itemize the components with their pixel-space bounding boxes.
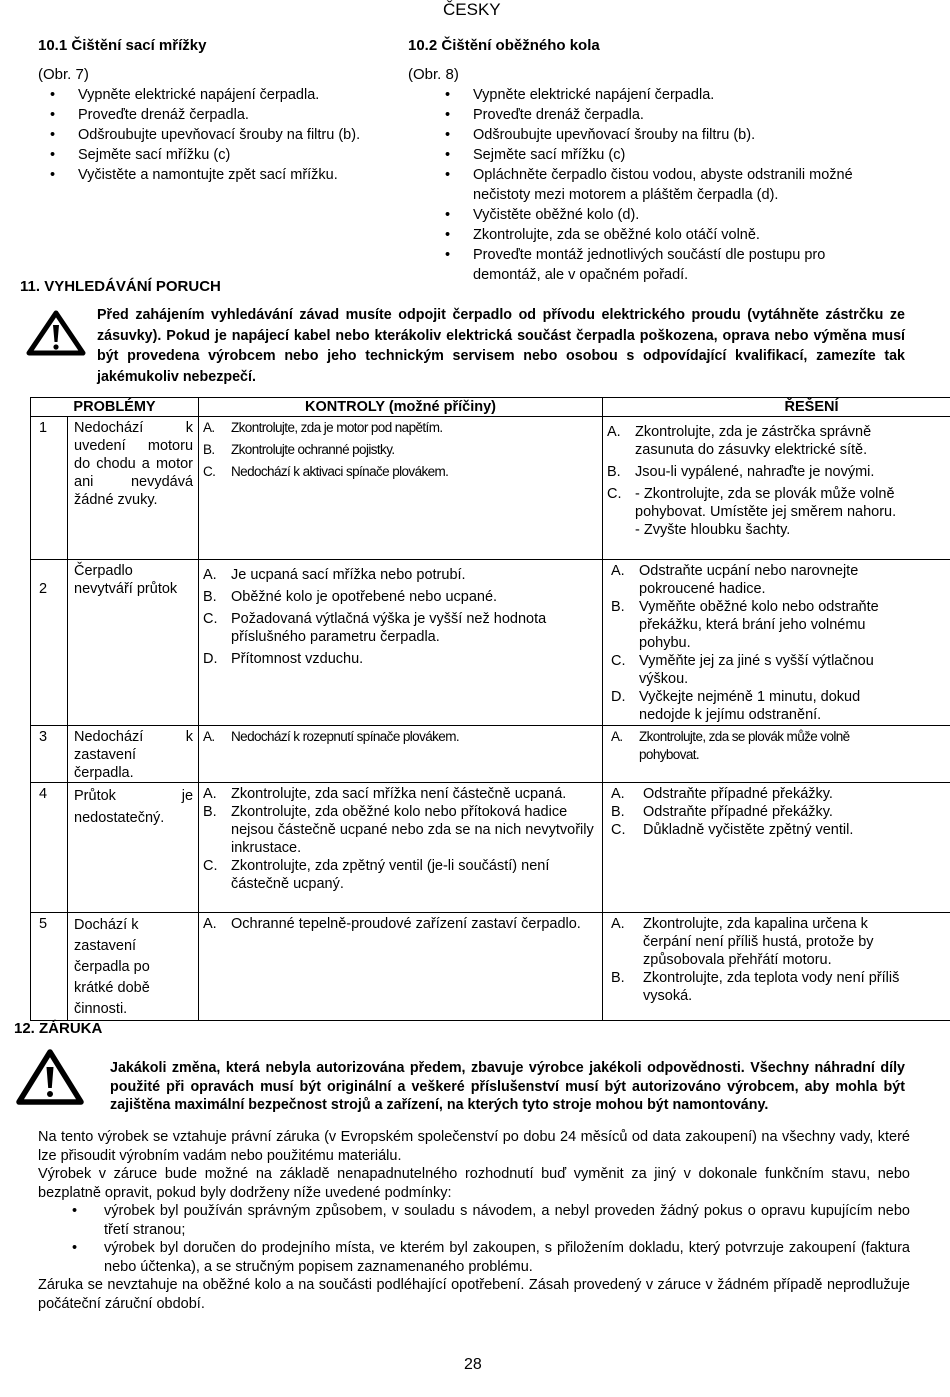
item-key: A. [203,567,217,583]
troubleshooting-warning: Před zahájením vyhledávání závad musíte odpojit čerpadlo od přívodu elektrického proudu (vytáhněte zástrčku ze zásuvky). Pokud je napájecí kabel nebo kterákoliv elektrická součást čerpadla poškozena, oprava nebo výměna musí být provedena výrobcem nebo jeho technickým servisem nebo osobou s odpovídající kvalifikací, zamezíte tak jakémukoliv nebezpečí. [97,307,905,385]
list-item: • Odšroubujte upevňovací šrouby na filtru (b). [433,125,888,145]
header-solutions: ŘEŠENÍ [603,398,950,417]
check-item [203,441,598,459]
list-item: • Vyčistěte oběžné kolo (d). [433,205,888,225]
solutions-cell [603,726,950,783]
item-key: A. [611,729,623,744]
item-key: C. [611,653,626,669]
table-row [31,913,950,1021]
item-key: D. [203,651,218,667]
problem-cell: Nedochází k zastavení čerpadla. [68,726,199,783]
section-10-2-title: 10.2 Čištění oběžného kola [408,37,600,54]
problem-cell: Čerpadlo nevytváří průtok [68,560,199,726]
item-text: Zkontrolujte, zda kapalina určena k čerpání není příliš hustá, protože by způsobovala přehřátí motoru. [643,916,874,968]
page-number: 28 [464,1356,482,1373]
warning-icon [26,310,86,356]
solutions-cell [603,783,950,913]
item-text: Nedochází k rozepnutí spínače plovákem. [231,729,460,744]
checks-cell [199,726,603,783]
item-text: Odstraňte případné překážky. [643,804,833,820]
table-header-row [31,398,950,417]
warranty-paragraph: Na tento výrobek se vztahuje právní záruka (v Evropském společenství po dobu 24 měsíců od data zakoupení) na všechny vady, které lze přisoudit výrobním vadám nebo použitému materiálu. [38,1129,910,1164]
checks-cell [199,783,603,913]
solution-item [607,463,897,481]
section-10-2 [408,36,888,285]
list-item: • Vypněte elektrické napájení čerpadla. [38,85,398,105]
item-text: Zkontrolujte, zda zpětný ventil (je-li součástí) není částečně ucpaný. [231,858,550,892]
item-key: B. [611,804,625,820]
row-number: 1 [31,417,68,560]
list-item: • Vypněte elektrické napájení čerpadla. [433,85,888,105]
solution-item [611,688,881,724]
solution-item [611,969,901,1005]
page-language-header: ČESKY [443,0,501,19]
problem-cell: Nedochází k uvedení motoru do chodu a motor ani nevydává žádné zvuky. [68,417,199,560]
item-key: D. [611,689,626,705]
list-item: • Sejměte sací mřížku (c) [433,145,888,165]
section-10-1-figure-ref: (Obr. 7) [38,66,89,83]
solution-item [611,562,881,598]
check-item [203,588,598,606]
list-item: • Proveďte montáž jednotlivých součástí dle postupu pro demontáž, ale v opačném pořadí. [433,245,888,285]
item-text: Odstraňte případné překážky. [643,786,833,802]
item-key: A. [611,563,625,579]
solution-item [611,785,950,803]
checks-cell [199,560,603,726]
table-row [31,726,950,783]
section-11-title: 11. VYHLEDÁVÁNÍ PORUCH [20,278,221,295]
problem-cell: Dochází k zastavení čerpadla po krátké době činnosti. [68,913,199,1021]
check-item [203,566,598,584]
troubleshooting-table [30,397,950,1021]
solution-item [611,728,881,764]
solution-item [611,652,881,688]
solution-item [607,423,897,459]
check-item [203,785,598,803]
header-checks: KONTROLY (možné příčiny) [199,398,603,417]
item-text: Vyměňte jej za jiné s vyšší výtlačnou výškou. [639,653,874,687]
item-text: Odstraňte ucpání nebo narovnejte pokroucené hadice. [639,563,859,597]
table-row [31,417,950,560]
item-text: Požadovaná výtlačná výška je vyšší než hodnota příslušného parametru čerpadla. [231,611,547,645]
item-text: Jsou-li vypálené, nahraďte je novými. [635,464,875,480]
warranty-text [38,1128,910,1313]
section-10-2-figure-ref: (Obr. 8) [408,66,459,83]
item-key: A. [203,420,215,435]
section-10-1 [38,36,398,185]
check-item [203,803,598,857]
item-text: Oběžné kolo je opotřebené nebo ucpané. [231,589,498,605]
item-text: Důkladně vyčistěte zpětný ventil. [643,822,854,838]
warning-icon [16,1049,84,1105]
warranty-condition: • výrobek byl doručen do prodejního místa, ve kterém byl zakoupen, s přiložením dokladu, který potvrzuje zakoupení (faktura nebo účtenka), a se stručným popisem zaznamenaného problému. [38,1239,910,1276]
row-number: 2 [31,560,68,726]
check-item [203,650,598,668]
row-number: 4 [31,783,68,913]
item-text: Zkontrolujte, zda teplota vody není příliš vysoká. [643,970,900,1004]
item-key: A. [203,786,217,802]
check-item [203,610,598,646]
item-key: C. [203,858,218,874]
item-text: Přítomnost vzduchu. [231,651,364,667]
check-item [203,463,598,481]
item-key: B. [203,804,217,820]
item-key: C. [611,822,626,838]
item-key: B. [611,599,625,615]
item-key: A. [611,916,625,932]
solution-item [607,485,897,539]
solutions-cell [603,913,950,1021]
check-item [203,857,598,893]
item-key: B. [203,589,217,605]
warranty-warning: Jakákoli změna, která nebyla autorizována předem, zbavuje výrobce jakékoli odpovědnosti. Všechny náhradní díly použité při opravách musí být originální a veškeré příslušenství musí být autorizováno výrobcem, aby mohla být zajištěna maximální bezpečnost strojů a zařízení, na kterých tyto stroje mohou být namontovány. [110,1060,905,1113]
solution-item [611,803,950,821]
item-text: Zkontrolujte, zda je motor pod napětím. [231,420,443,435]
list-item: • Odšroubujte upevňovací šrouby na filtru (b). [38,125,398,145]
item-key: A. [607,424,621,440]
item-key: C. [607,486,622,502]
section-12-title: 12. ZÁRUKA [14,1020,103,1037]
item-text: Zkontrolujte, zda se plovák může volně pohybovat. [639,729,850,762]
check-item [203,915,598,933]
row-number: 3 [31,726,68,783]
item-text: Zkontrolujte, zda oběžné kolo nebo přítoková hadice nejsou částečně ucpané nebo zda se na nich nevytvořily inkrustace. [231,804,594,856]
item-key: C. [203,464,216,479]
item-key: B. [607,464,621,480]
item-text: Nedochází k aktivaci spínače plovákem. [231,464,449,479]
item-key: A. [203,916,217,932]
list-item: • Opláchněte čerpadlo čistou vodou, abyste odstranili možné nečistoty mezi motorem a pláštěm čerpadla (d). [433,165,888,205]
warranty-paragraph: Záruka se nevztahuje na oběžné kolo a na součásti podléhající opotřebení. Zásah provedený v záruce v žádném případě neprodlužuje počáteční záruční období. [38,1277,910,1312]
item-text: Ochranné tepelně-proudové zařízení zastaví čerpadlo. [231,916,581,932]
row-number: 5 [31,913,68,1021]
item-key: B. [611,970,625,986]
item-key: A. [203,729,215,744]
item-text: Je ucpaná sací mřížka nebo potrubí. [231,567,466,583]
solution-item [611,821,950,839]
item-text: Zkontrolujte, zda sací mřížka není částečně ucpaná. [231,786,567,802]
item-key: B. [203,442,215,457]
item-key: A. [611,786,625,802]
checks-cell [199,913,603,1021]
item-text: Zkontrolujte ochranné pojistky. [231,442,395,457]
item-text: - Zkontrolujte, zda se plovák může volně pohybovat. Umístěte jej směrem nahoru. - Zvyšte hloubku šachty. [635,486,897,538]
table-row [31,560,950,726]
solution-item [611,915,901,969]
list-item: • Proveďte drenáž čerpadla. [38,105,398,125]
section-10-1-title: 10.1 Čištění sací mřížky [38,37,207,54]
solutions-cell [603,417,950,560]
warranty-paragraph: Výrobek v záruce bude možné na základě nenapadnutelného rozhodnutí buď vyměnit za jiný v dokonale funkčním stavu, nebo bezplatně opravit, pokud byly dodrženy níže uvedené podmínky: [38,1166,910,1201]
header-problems: PROBLÉMY [31,398,199,417]
list-item: • Zkontrolujte, zda se oběžné kolo otáčí volně. [433,225,888,245]
list-item: • Sejměte sací mřížku (c) [38,145,398,165]
item-text: Vyměňte oběžné kolo nebo odstraňte překážku, která brání jeho volnému pohybu. [639,599,879,651]
item-key: C. [203,611,218,627]
problem-cell: Průtok je nedostatečný. [68,783,199,913]
table-row [31,783,950,913]
warranty-condition: • výrobek byl používán správným způsobem, v souladu s návodem, a nebyl proveden žádný pokus o opravu kupujícím nebo třetí stranou; [38,1202,910,1239]
checks-cell [199,417,603,560]
check-item [203,728,598,746]
check-item [203,419,598,437]
item-text: Vyčkejte nejméně 1 minutu, dokud nedojde k jejímu odstranění. [639,689,861,723]
list-item: • Vyčistěte a namontujte zpět sací mřížku. [38,165,398,185]
solution-item [611,598,881,652]
item-text: Zkontrolujte, zda je zástrčka správně zasunuta do zásuvky elektrické sítě. [635,424,872,458]
solutions-cell [603,560,950,726]
list-item: • Proveďte drenáž čerpadla. [433,105,888,125]
